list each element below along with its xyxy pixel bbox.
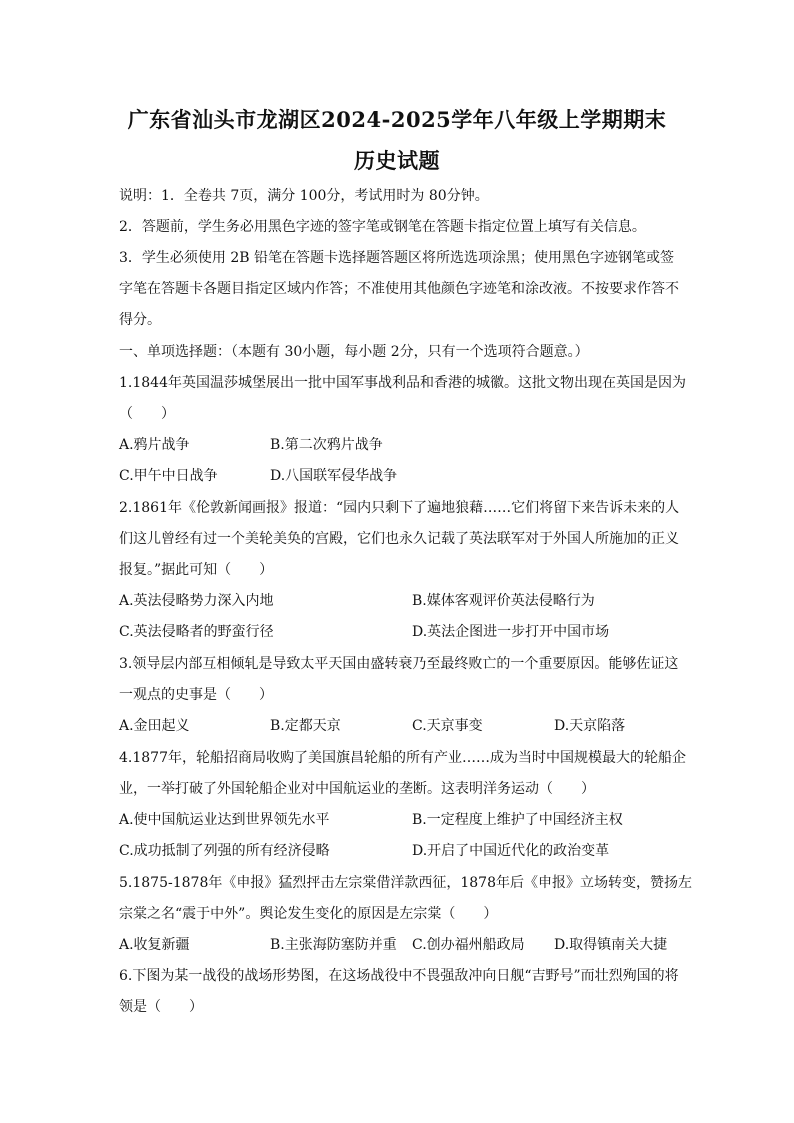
question-stem: 3.领导层内部互相倾轧是导致太平天国由盛转衰乃至最终败亡的一个重要原因。能够佐证这 bbox=[119, 656, 679, 672]
question-stem: 们这儿曾经有过一个美轮美奂的宫殿，它们也永久记载了英法联军对于外国人所施加的正义 bbox=[119, 531, 679, 547]
option-d[interactable]: D.英法企图进一步打开中国市场 bbox=[412, 624, 610, 640]
option-c[interactable]: C.天京事变 bbox=[412, 718, 483, 734]
option-c[interactable]: C.甲午中日战争 bbox=[119, 468, 218, 484]
question-options bbox=[119, 436, 679, 454]
option-c[interactable]: C.创办福州船政局 bbox=[412, 937, 525, 953]
question-stem: 一观点的史事是（ ） bbox=[119, 687, 273, 703]
question-stem: 业，一举打破了外国轮船企业对中国航运业的垄断。这表明洋务运动（ ） bbox=[119, 781, 595, 797]
option-d[interactable]: D.天京陷落 bbox=[554, 718, 626, 734]
option-a[interactable]: A.英法侵略势力深入内地 bbox=[119, 593, 274, 609]
question-options bbox=[119, 811, 679, 829]
exam-subtitle: 历史试题 bbox=[354, 148, 440, 173]
option-d[interactable]: D.取得镇南关大捷 bbox=[554, 937, 668, 953]
question-stem: 领是（ ） bbox=[119, 999, 203, 1015]
option-c[interactable]: C.英法侵略者的野蛮行径 bbox=[119, 624, 274, 640]
instruction-line: 说明：1．全卷共 7页，满分 100分，考试用时为 80分钟。 bbox=[119, 188, 489, 204]
question-stem: 宗棠之名“震于中外”。舆论发生变化的原因是左宗棠（ ） bbox=[119, 906, 498, 922]
question-stem: 1.1844年英国温莎城堡展出一批中国军事战利品和香港的城徽。这批文物出现在英国是因为 bbox=[119, 375, 686, 391]
question-options bbox=[119, 623, 679, 641]
question-stem: 2.1861年《伦敦新闻画报》报道：“园内只剩下了遍地狼藉……它们将留下来告诉未来的人 bbox=[119, 500, 680, 516]
question-stem: 5.1875-1878年《申报》猛烈抨击左宗棠借洋款西征，1878年后《申报》立场转变，赞扬左 bbox=[119, 875, 692, 891]
question-options bbox=[119, 842, 679, 860]
option-b[interactable]: B.主张海防塞防并重 bbox=[270, 937, 397, 953]
option-a[interactable]: A.鸦片战争 bbox=[119, 437, 190, 453]
option-a[interactable]: A.使中国航运业达到世界领先水平 bbox=[119, 812, 330, 828]
instruction-line: 2．答题前，学生务必用黑色字迹的签字笔或钢笔在答题卡指定位置上填写有关信息。 bbox=[119, 219, 646, 235]
question-options bbox=[119, 717, 679, 735]
question-stem: （ ） bbox=[119, 406, 175, 422]
question-stem: 6.下图为某一战役的战场形势图，在这场战役中不畏强敌冲向日舰“吉野号”而壮烈殉国的将 bbox=[119, 968, 679, 984]
instruction-line: 字笔在答题卡各题目指定区域内作答；不准使用其他颜色字迹笔和涂改液。不按要求作答不 bbox=[119, 281, 679, 297]
option-c[interactable]: C.成功抵制了列强的所有经济侵略 bbox=[119, 843, 330, 859]
section-heading: 一、单项选择题：（本题有 30小题，每小题 2分，只有一个选项符合题意。） bbox=[119, 344, 589, 360]
option-b[interactable]: B.媒体客观评价英法侵略行为 bbox=[412, 593, 595, 609]
option-d[interactable]: D.开启了中国近代化的政治变革 bbox=[412, 843, 610, 859]
question-options bbox=[119, 467, 679, 485]
option-b[interactable]: B.一定程度上维护了中国经济主权 bbox=[412, 812, 623, 828]
question-options bbox=[119, 936, 679, 954]
question-stem: 4.1877年，轮船招商局收购了美国旗昌轮船的所有产业……成为当时中国规模最大的轮船企 bbox=[119, 750, 686, 766]
option-b[interactable]: B.第二次鸦片战争 bbox=[270, 437, 383, 453]
option-a[interactable]: A.金田起义 bbox=[119, 718, 190, 734]
instruction-line: 3．学生必须使用 2B 铅笔在答题卡选择题答题区将所选选项涂黑；使用黑色字迹钢笔或签 bbox=[119, 250, 675, 266]
exam-title: 广东省汕头市龙湖区2024-2025学年八年级上学期期末 bbox=[127, 107, 667, 132]
question-stem: 报复。”据此可知（ ） bbox=[119, 562, 274, 578]
question-options bbox=[119, 592, 679, 610]
option-d[interactable]: D.八国联军侵华战争 bbox=[270, 468, 398, 484]
option-b[interactable]: B.定都天京 bbox=[270, 718, 341, 734]
option-a[interactable]: A.收复新疆 bbox=[119, 937, 190, 953]
instruction-line: 得分。 bbox=[119, 312, 161, 328]
